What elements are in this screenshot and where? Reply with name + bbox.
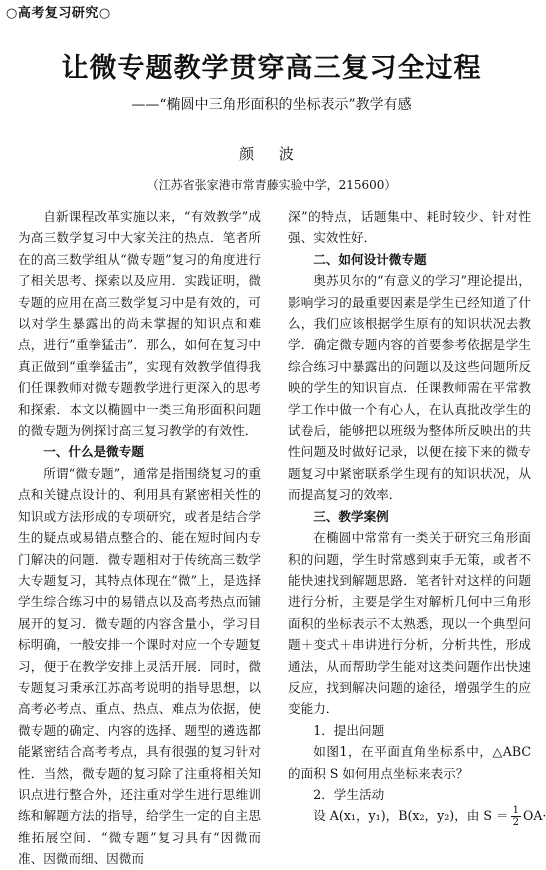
area-formula (288, 805, 546, 829)
case-paragraph: 在椭圆中常常有一类关于研究三角形面积的问题，学生时常感到束手无策，或者不能快速找到解题思路．笔者针对这样的问题进行分析，主要是学生对解析几何中三角形面积的坐标表示不太熟悉，现以一个典型问题＋变式＋串讲进行分析，分析共性，形成通法，从而帮助学生能对这类问题作出快速反应，找到解决问题的途径，增强学生的应变能力． (288, 530, 531, 717)
formula-tail: OA· (523, 808, 546, 824)
article-title: 让微专题教学贯穿高三复习全过程 (61, 53, 482, 84)
section-tag: ○高考复习研究○ (6, 6, 111, 21)
formula-fraction (511, 805, 521, 828)
design-paragraph: 奥苏贝尔的“有意义的学习”理论提出，影响学习的最重要因素是学生已经知道了什么，我们应该根据学生原有的知识状况去教学．确定微专题内容的首要参考依据是学生综合练习中暴露出的问题以及这些问题所反映的学生的知识盲点．任课教师需在平常教学工作中做一个有心人，在认真批改学生的试卷后，能够把以班级为整体所反映出的共性问题及时做好记录，以便在接下来的微专题复习中紧密联系学生现有的知识状况，从而提高复习的效率． (288, 273, 531, 503)
left-column (18, 206, 261, 870)
author-affiliation: （江苏省张家港市常青藤实验中学，215600） (146, 178, 397, 192)
step-propose-problem: 1．提出问题 (313, 722, 385, 738)
article-subtitle: ——“椭圆中三角形面积的坐标表示”教学有感 (131, 97, 412, 113)
step-student-activity: 2．学生活动 (313, 786, 385, 802)
section-heading-case: 三、教学案例 (313, 508, 389, 524)
section-heading-what-is: 一、什么是微专题 (43, 444, 144, 460)
author-name: 颜 波 (239, 145, 304, 163)
definition-paragraph: 所谓“微专题”，通常是指围绕复习的重点和关键点设计的、利用具有紧密相关性的知识或方法形成的专项研究，或者是结合学生的疑点或易错点整合的、能在短时间内专门解决的问题．微专题相对于传统高三数学大专题复习，其特点体现在“微”上，是选择学生综合练习中的易错点以及高考热点而铺展开的复习．微专题的内容含量小，学习目标明确，一般安排一个课时对应一个专题复习，便于在教学安排上灵活开展．同时，微专题复习秉承江苏高考说明的指导思想，以高考必考点、重点、热点、难点为依据，使微专题的确定、内容的选择、题型的遴选都能紧密结合高考考点，具有很强的复习针对性．当然，微专题的复习除了注重将相关知识点进行整合外，还注重对学生进行思维训练和解题方法的指导，给学生一定的自主思维拓展空间．“微专题”复习具有“因微而准、因微而细、因微而 (18, 465, 261, 867)
right-column (288, 206, 546, 829)
fraction-denominator: 2 (512, 817, 519, 829)
section-heading-design: 二、如何设计微专题 (313, 251, 427, 267)
continuation-paragraph: 深”的特点，话题集中、耗时较少、针对性强、实效性好． (288, 209, 531, 246)
fraction-numerator: 1 (512, 805, 519, 817)
formula-lead: 设 A(x₁，y₁)，B(x₂，y₂)，由 S ＝ (313, 808, 509, 824)
intro-paragraph: 自新课程改革实施以来，“有效教学”成为高三数学复习中大家关注的热点．笔者所在的高三数学组从“微专题”复习的角度进行了相关思考、探索以及应用．实践证明，微专题的应用在高三数学复习中是有效的，可以对学生暴露出的尚未掌握的知识点和难点，进行“重拳猛击”．那么，如何在复习中真正做到“重拳猛击”，实现有效教学值得我们任课教师对微专题教学进行更深入的思考和探索．本文以椭圆中一类三角形面积问题的微专题为例探讨高三复习教学的有效性． (18, 209, 261, 439)
question-paragraph: 如图1，在平面直角坐标系中，△ABC 的面积 S 如何用点坐标来表示？ (288, 744, 531, 781)
